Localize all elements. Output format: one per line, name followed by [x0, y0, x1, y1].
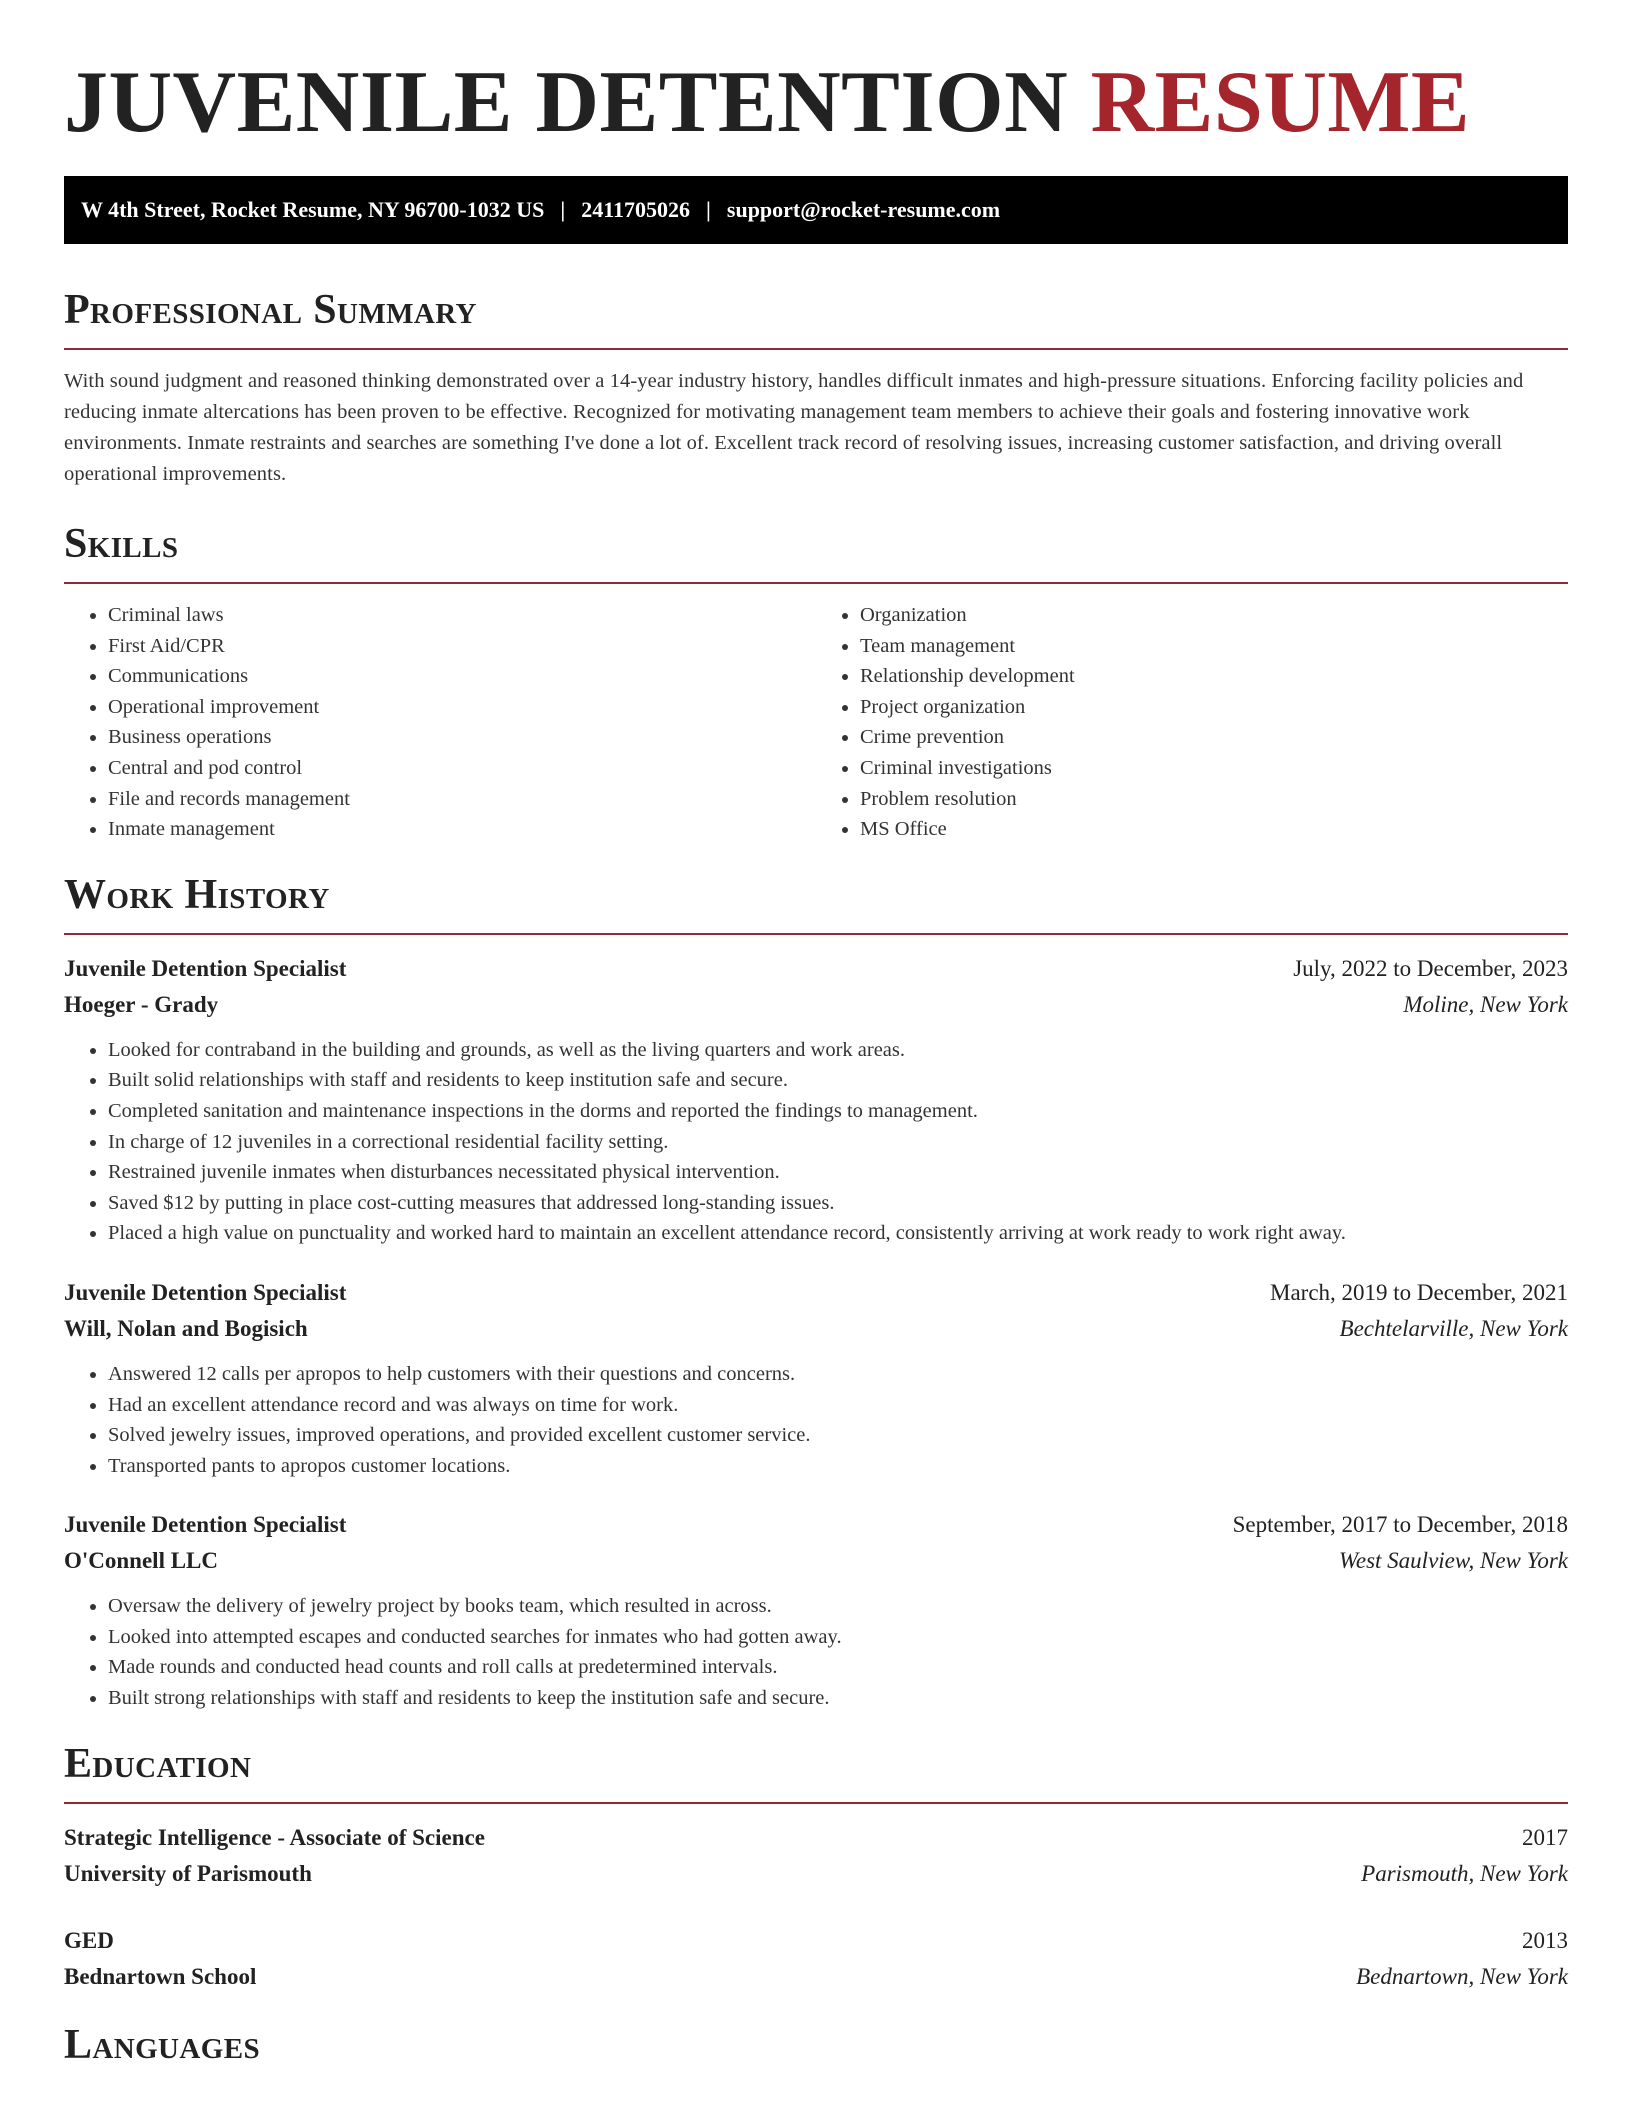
job-title: Juvenile Detention Specialist [64, 1512, 347, 1538]
job-entry [64, 1507, 1568, 1713]
skills-list-left [64, 600, 816, 845]
job-bullet: • Oversaw the delivery of jewelry project by books team, which resulted in across. [108, 1591, 1568, 1622]
section-title-skills: Skills [64, 521, 179, 567]
job-dates: March, 2019 to December, 2021 [1270, 1279, 1568, 1305]
languages-section [64, 2021, 1568, 2069]
job-company: Hoeger - Grady [64, 991, 219, 1017]
contact-phone: 2411705026 [581, 197, 691, 222]
summary-section [64, 286, 1568, 490]
job-bullet: • Transported pants to apropos customer locations. [108, 1451, 1568, 1482]
job-bullet: • Built solid relationships with staff and residents to keep institution safe and secure. [108, 1065, 1568, 1096]
job-bullets [64, 1359, 1568, 1481]
name-accent: RESUME [1090, 54, 1471, 151]
skills-list-right [816, 600, 1568, 845]
skill-item: • Problem resolution [860, 784, 1568, 815]
skills-columns [64, 600, 1568, 845]
job-header-row [64, 951, 1568, 987]
job-bullet: • Restrained juvenile inmates when disturbances necessitated physical intervention. [108, 1157, 1568, 1188]
job-company-row [64, 987, 1568, 1023]
job-bullet: • Placed a high value on punctuality and worked hard to maintain an excellent attendance record, consistently arriving at work ready to work right away. [108, 1218, 1568, 1249]
skill-item: • Crime prevention [860, 722, 1568, 753]
skill-item: • First Aid/CPR [108, 631, 816, 662]
name-main: JUVENILE DETENTION [64, 54, 1069, 151]
job-company-row [64, 1311, 1568, 1347]
skill-item: • Business operations [108, 722, 816, 753]
skill-item: • Project organization [860, 692, 1568, 723]
section-title-languages: Languages [64, 2021, 260, 2068]
education-school-row [64, 1856, 1568, 1892]
job-bullet: • Looked for contraband in the building and grounds, as well as the living quarters and work areas. [108, 1035, 1568, 1066]
skill-item: • Organization [860, 600, 1568, 631]
contact-separator: | [706, 197, 711, 222]
education-year: 2017 [1522, 1824, 1568, 1850]
job-location: Bechtelarville, New York [1339, 1315, 1568, 1341]
job-dates: September, 2017 to December, 2018 [1232, 1512, 1568, 1538]
skill-item: • Relationship development [860, 661, 1568, 692]
resume-name [64, 0, 1568, 176]
job-header-row [64, 1507, 1568, 1543]
summary-text: With sound judgment and reasoned thinking demonstrated over a 14-year industry history, handles difficult inmates and high-pressure situations. Enforcing facility policies and reducing inmate altercations has been proven to be effective. Recognized for motivating management team members to achieve their goals and fostering innovative work environments. Inmate restraints and searches are something I've done a lot of. Excellent track record of resolving issues, increasing customer satisfaction, and driving overall operational improvements. [64, 370, 1524, 485]
job-bullet: • In charge of 12 juveniles in a correctional residential facility setting. [108, 1127, 1568, 1158]
job-company-row [64, 1543, 1568, 1579]
job-dates: July, 2022 to December, 2023 [1293, 955, 1568, 981]
job-bullet: • Had an excellent attendance record and was always on time for work. [108, 1390, 1568, 1421]
contact-address: W 4th Street, Rocket Resume, NY 96700-1032 US [81, 197, 545, 222]
job-entry [64, 951, 1568, 1249]
contact-email: support@rocket-resume.com [726, 197, 1001, 222]
education-degree: GED [64, 1927, 114, 1953]
skill-item: • Communications [108, 661, 816, 692]
skill-item: • Operational improvement [108, 692, 816, 723]
job-bullet: • Saved $12 by putting in place cost-cutting measures that addressed long-standing issues. [108, 1188, 1568, 1219]
skill-item: • MS Office [860, 814, 1568, 845]
education-degree-row [64, 1820, 1568, 1856]
education-degree: Strategic Intelligence - Associate of Science [64, 1824, 485, 1850]
job-header-row [64, 1275, 1568, 1311]
education-location: Parismouth, New York [1361, 1860, 1568, 1886]
job-title: Juvenile Detention Specialist [64, 955, 347, 981]
skill-item: • Criminal investigations [860, 753, 1568, 784]
education-location: Bednartown, New York [1356, 1963, 1568, 1989]
skill-item: • File and records management [108, 784, 816, 815]
job-bullet: • Answered 12 calls per apropos to help customers with their questions and concerns. [108, 1359, 1568, 1390]
job-bullet: • Looked into attempted escapes and conducted searches for inmates who had gotten away. [108, 1622, 1568, 1653]
section-title-education: Education [64, 1740, 252, 1787]
education-year: 2013 [1522, 1927, 1568, 1953]
section-divider [64, 933, 1568, 935]
job-title: Juvenile Detention Specialist [64, 1279, 347, 1305]
job-location: West Saulview, New York [1338, 1548, 1568, 1574]
skill-item: • Team management [860, 631, 1568, 662]
job-bullets [64, 1035, 1568, 1249]
education-school-row [64, 1959, 1568, 1995]
job-bullet: • Made rounds and conducted head counts and roll calls at predetermined intervals. [108, 1652, 1568, 1683]
contact-separator: | [560, 197, 566, 222]
skill-item: • Criminal laws [108, 600, 816, 631]
skill-item: • Inmate management [108, 814, 816, 845]
section-divider [64, 1802, 1568, 1804]
job-bullet: • Built strong relationships with staff and residents to keep the institution safe and secure. [108, 1683, 1568, 1714]
section-title-summary: Professional Summary [64, 287, 477, 333]
skills-section [64, 520, 1568, 845]
education-school: University of Parismouth [64, 1860, 312, 1886]
skill-item: • Central and pod control [108, 753, 816, 784]
education-section [64, 1740, 1568, 1995]
section-divider [64, 348, 1568, 350]
education-entry [64, 1820, 1568, 1892]
education-entry [64, 1923, 1568, 1995]
job-location: Moline, New York [1403, 991, 1568, 1017]
education-school: Bednartown School [64, 1963, 257, 1989]
section-divider [64, 582, 1568, 584]
contact-bar [64, 176, 1568, 244]
job-entry [64, 1275, 1568, 1481]
job-company: Will, Nolan and Bogisich [64, 1315, 308, 1341]
job-bullet: • Solved jewelry issues, improved operations, and provided excellent customer service. [108, 1420, 1568, 1451]
work-history-section [64, 871, 1568, 1714]
job-company: O'Connell LLC [64, 1548, 219, 1574]
job-bullet: • Completed sanitation and maintenance inspections in the dorms and reported the findings to management. [108, 1096, 1568, 1127]
job-bullets [64, 1591, 1568, 1713]
section-title-work-history: Work History [64, 871, 330, 918]
education-degree-row [64, 1923, 1568, 1959]
